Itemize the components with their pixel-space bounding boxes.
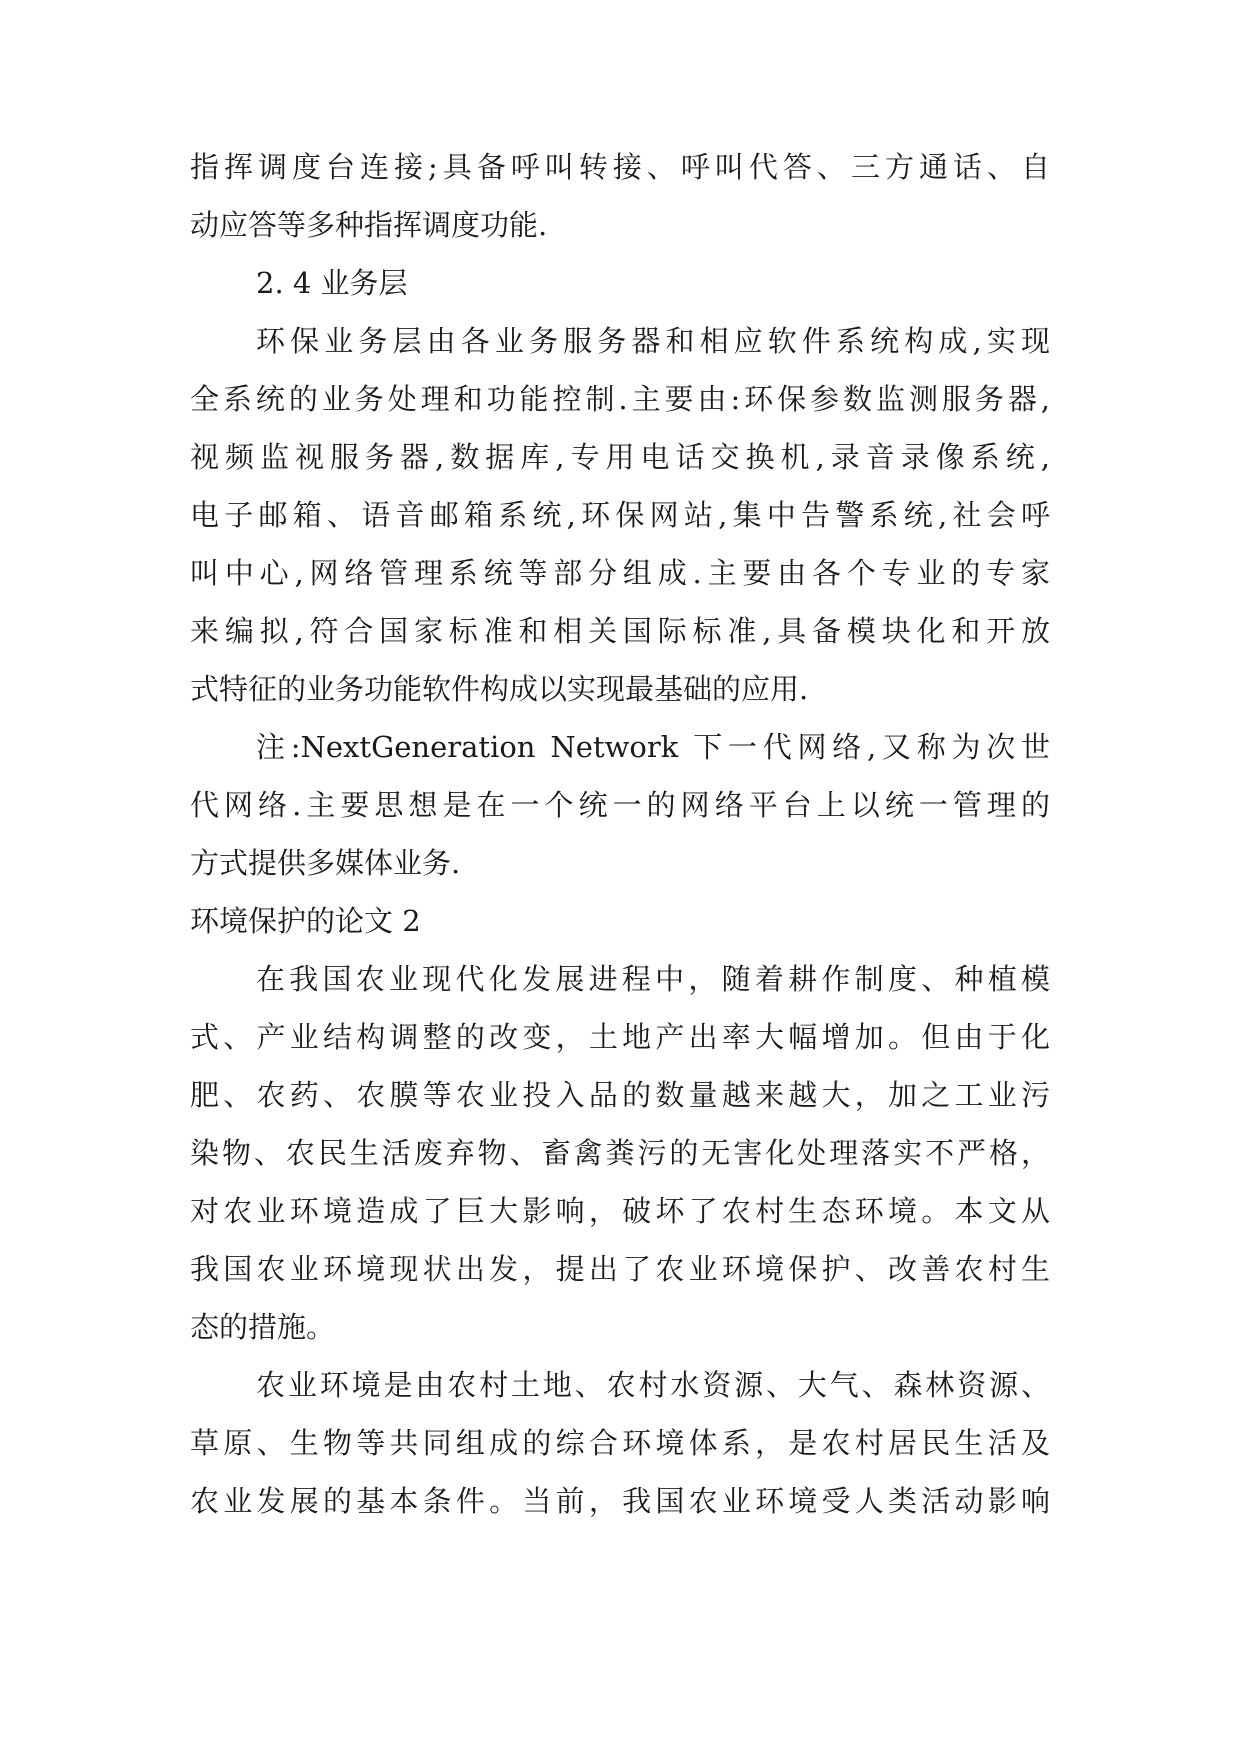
text-line: 电子邮箱、语音邮箱系统,环保网站,集中告警系统,社会呼 — [190, 498, 1050, 532]
text-line: 肥、农药、农膜等农业投入品的数量越来越大，加之工业污 — [190, 1078, 1050, 1112]
text-line: 来编拟,符合国家标准和相关国际标准,具备模块化和开放 — [190, 614, 1050, 648]
text-line: 草原、生物等共同组成的综合环境体系，是农村居民生活及 — [190, 1426, 1050, 1460]
document-body — [190, 138, 1050, 1530]
text-line: 动应答等多种指挥调度功能. — [190, 208, 548, 242]
text-line: 农业环境是由农村土地、农村水资源、大气、森林资源、 — [256, 1368, 1050, 1402]
text-line: 染物、农民生活废弃物、畜禽粪污的无害化处理落实不严格， — [190, 1136, 1050, 1170]
text-line: 环保业务层由各业务服务器和相应软件系统构成,实现 — [256, 324, 1050, 358]
text-line: 叫中心,网络管理系统等部分组成.主要由各个专业的专家 — [190, 556, 1050, 590]
text-line: 环境保护的论文 2 — [190, 904, 421, 938]
text-line: 指挥调度台连接;具备呼叫转接、呼叫代答、三方通话、自 — [190, 150, 1050, 184]
text-line: 对农业环境造成了巨大影响，破坏了农村生态环境。本文从 — [190, 1194, 1050, 1228]
text-line: 视频监视服务器,数据库,专用电话交换机,录音录像系统, — [190, 440, 1050, 474]
text-line: 在我国农业现代化发展进程中，随着耕作制度、种植模 — [256, 962, 1050, 996]
text-line: 式、产业结构调整的改变，土地产出率大幅增加。但由于化 — [190, 1020, 1050, 1054]
text-line: 式特征的业务功能软件构成以实现最基础的应用. — [190, 672, 809, 706]
text-line: 代网络.主要思想是在一个统一的网络平台上以统一管理的 — [190, 788, 1050, 822]
text-line: 农业发展的基本条件。当前，我国农业环境受人类活动影响 — [190, 1484, 1050, 1518]
text-line: 全系统的业务处理和功能控制.主要由:环保参数监测服务器, — [190, 382, 1050, 416]
text-line: 注:NextGeneration Network 下一代网络,又称为次世 — [256, 730, 1050, 764]
text-line: 态的措施。 — [190, 1310, 336, 1344]
text-line: 2. 4 业务层 — [256, 266, 408, 300]
text-line: 我国农业环境现状出发，提出了农业环境保护、改善农村生 — [190, 1252, 1050, 1286]
text-line: 方式提供多媒体业务. — [190, 846, 461, 880]
